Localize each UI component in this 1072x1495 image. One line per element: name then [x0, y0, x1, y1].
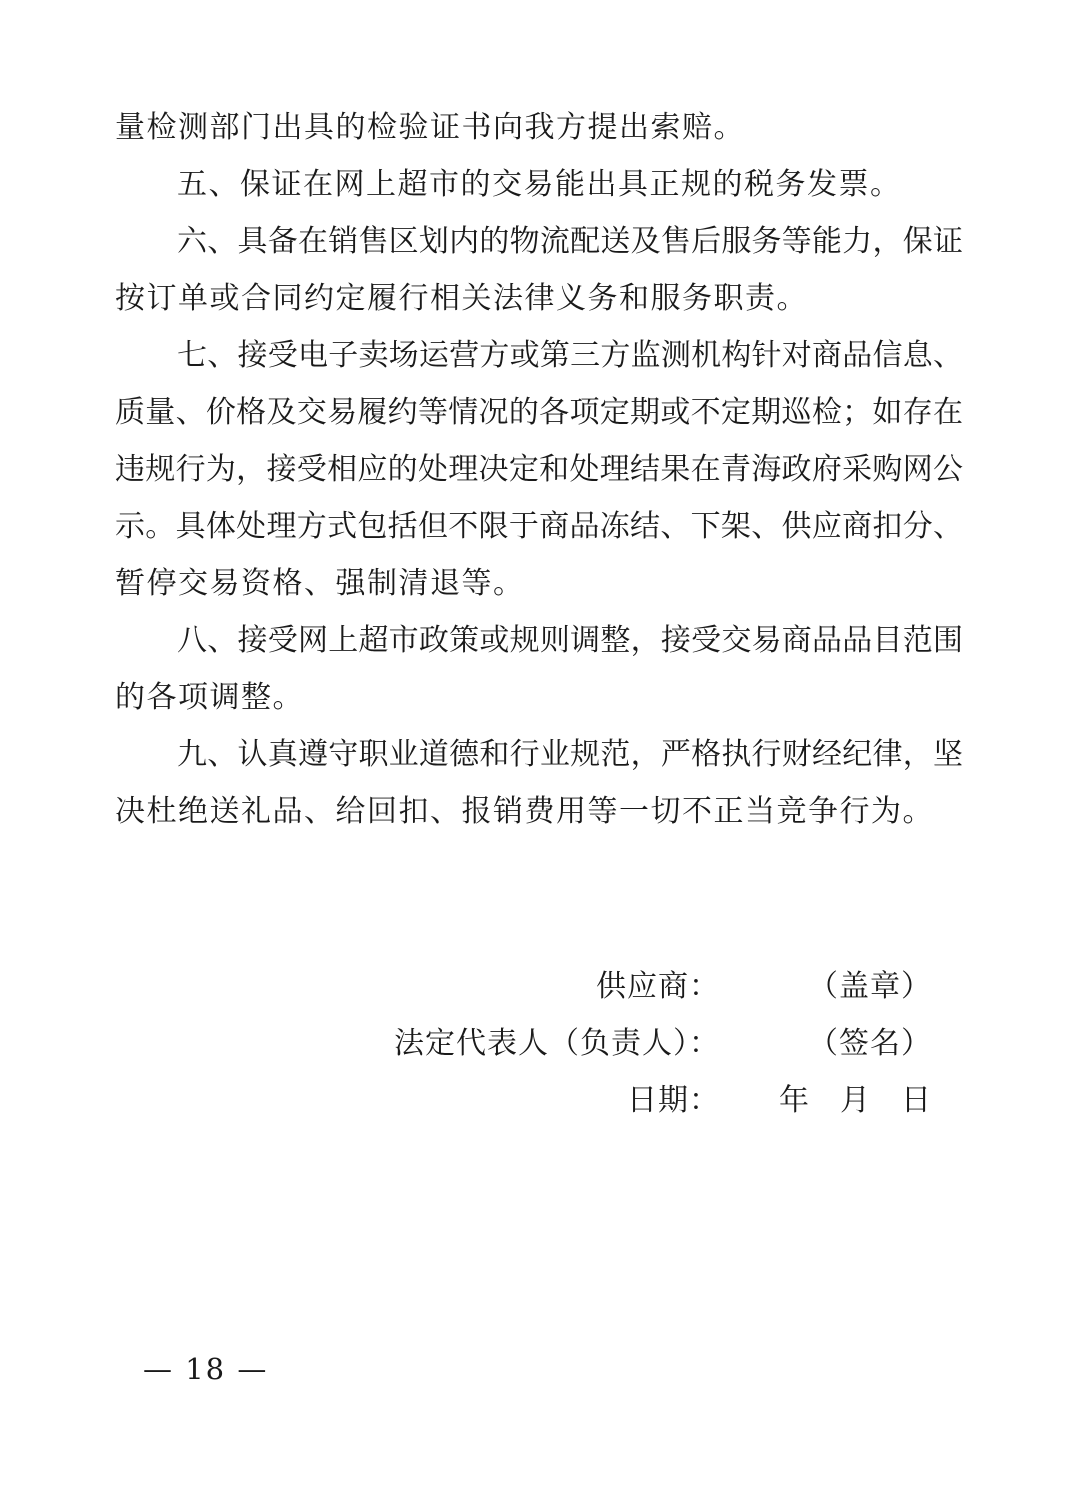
legal-rep-label: 法定代表人（负责人）：: [394, 1025, 720, 1061]
signature-legal-rep-row: [115, 1011, 963, 1068]
signature-supplier-row: [115, 954, 963, 1011]
supplier-seal-placeholder: （盖章）: [808, 968, 932, 1004]
date-year-label: 年: [779, 1082, 810, 1118]
page-footer: [143, 1352, 268, 1386]
date-day-label: 日: [901, 1082, 932, 1118]
date-label: 日期：: [627, 1082, 720, 1118]
text-line: 按订单或合同约定履行相关法律义务和服务职责。: [115, 281, 808, 316]
document-body: [115, 99, 963, 840]
text-line: 量检测部门出具的检验证书向我方提出索赔。: [115, 110, 745, 145]
text-line: 决杜绝送礼品、给回扣、报销费用等一切不正当竞争行为。: [115, 794, 934, 829]
text-line: 暂停交易资格、强制清退等。: [115, 566, 525, 601]
signature-block: [115, 954, 963, 1125]
date-fields: [720, 1075, 932, 1119]
page-number: — 18 —: [143, 1352, 269, 1386]
date-month-label: 月: [840, 1082, 871, 1118]
supplier-label: 供应商：: [596, 968, 720, 1004]
text-line: 违规行为，接受相应的处理决定和处理结果在青海政府采购网公: [115, 452, 963, 487]
text-line: 示。具体处理方式包括但不限于商品冻结、下架、供应商扣分、: [115, 509, 963, 544]
signature-date-row: [115, 1068, 963, 1125]
text-line: 九、认真遵守职业道德和行业规范，严格执行财经纪律，坚: [177, 737, 963, 772]
text-line: 八、接受网上超市政策或规则调整，接受交易商品品目范围: [177, 623, 963, 658]
legal-rep-sign-placeholder: （签名）: [808, 1025, 932, 1061]
text-line: 六、具备在销售区划内的物流配送及售后服务等能力，保证: [177, 224, 963, 259]
text-line: 质量、价格及交易履约等情况的各项定期或不定期巡检；如存在: [115, 395, 963, 430]
text-line: 的各项调整。: [115, 680, 304, 715]
text-line: 五、保证在网上超市的交易能出具正规的税务发票。: [177, 167, 902, 202]
text-line: 七、接受电子卖场运营方或第三方监测机构针对商品信息、: [177, 338, 963, 373]
